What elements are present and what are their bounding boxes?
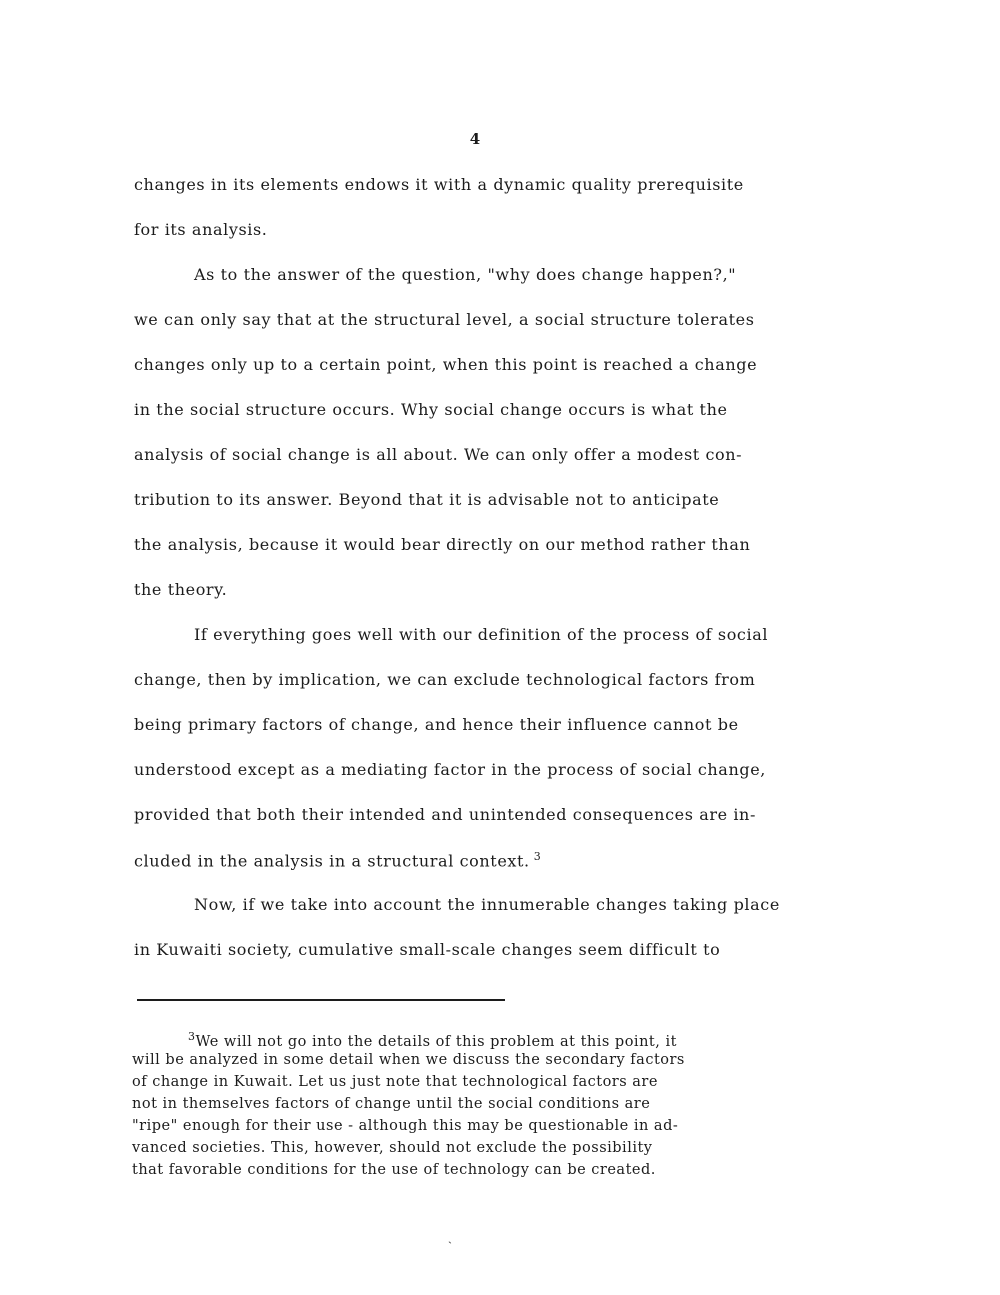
body-line: Now, if we take into account the innumerable changes taking place: [194, 895, 780, 914]
footnote-divider: [137, 999, 505, 1001]
body-line: As to the answer of the question, "why does change happen?,": [194, 265, 737, 284]
footnote-line: "ripe" enough for their use - although this may be questionable in ad-: [132, 1118, 679, 1134]
body-line: understood except as a mediating factor in the process of social change,: [134, 760, 766, 779]
body-line: changes only up to a certain point, when this point is reached a change: [134, 355, 758, 374]
body-line: being primary factors of change, and hence their influence cannot be: [134, 715, 739, 734]
body-line: the theory.: [134, 580, 228, 599]
footnote-line: vanced societies. This, however, should not exclude the possibility: [132, 1140, 653, 1156]
bottom-mark: ˎ: [448, 1230, 452, 1244]
body-line: change, then by implication, we can exclude technological factors from: [134, 670, 756, 689]
footnote-marker: 3: [188, 1030, 196, 1043]
footnote-line-text: We will not go into the details of this problem at this point, it: [195, 1033, 677, 1050]
body-line: tribution to its answer. Beyond that it is advisable not to anticipate: [134, 490, 720, 509]
body-line: in the social structure occurs. Why social change occurs is what the: [134, 400, 728, 419]
body-line: for its analysis.: [134, 220, 268, 239]
body-line-text: cluded in the analysis in a structural context.: [134, 851, 530, 871]
footnote-line: not in themselves factors of change until the social conditions are: [132, 1096, 651, 1112]
footnote-reference: 3: [533, 850, 542, 863]
footnote-line-first: [188, 1030, 677, 1050]
footnote-line: of change in Kuwait. Let us just note that technological factors are: [132, 1074, 658, 1090]
body-line: in Kuwaiti society, cumulative small-scale changes seem difficult to: [134, 940, 721, 959]
body-line: analysis of social change is all about. We can only offer a modest con-: [134, 445, 743, 464]
body-line: If everything goes well with our definition of the process of social: [194, 625, 769, 644]
body-line: provided that both their intended and unintended consequences are in-: [134, 805, 756, 824]
footnote-line: that favorable conditions for the use of technology can be created.: [132, 1162, 656, 1178]
body-line: the analysis, because it would bear directly on our method rather than: [134, 535, 751, 554]
body-line: changes in its elements endows it with a dynamic quality prerequisite: [134, 175, 744, 194]
body-line-with-footnote-ref: [134, 850, 541, 870]
body-line: we can only say that at the structural level, a social structure tolerates: [134, 310, 755, 329]
footnote-line: will be analyzed in some detail when we discuss the secondary factors: [132, 1052, 685, 1068]
page-number: 4: [469, 130, 481, 148]
